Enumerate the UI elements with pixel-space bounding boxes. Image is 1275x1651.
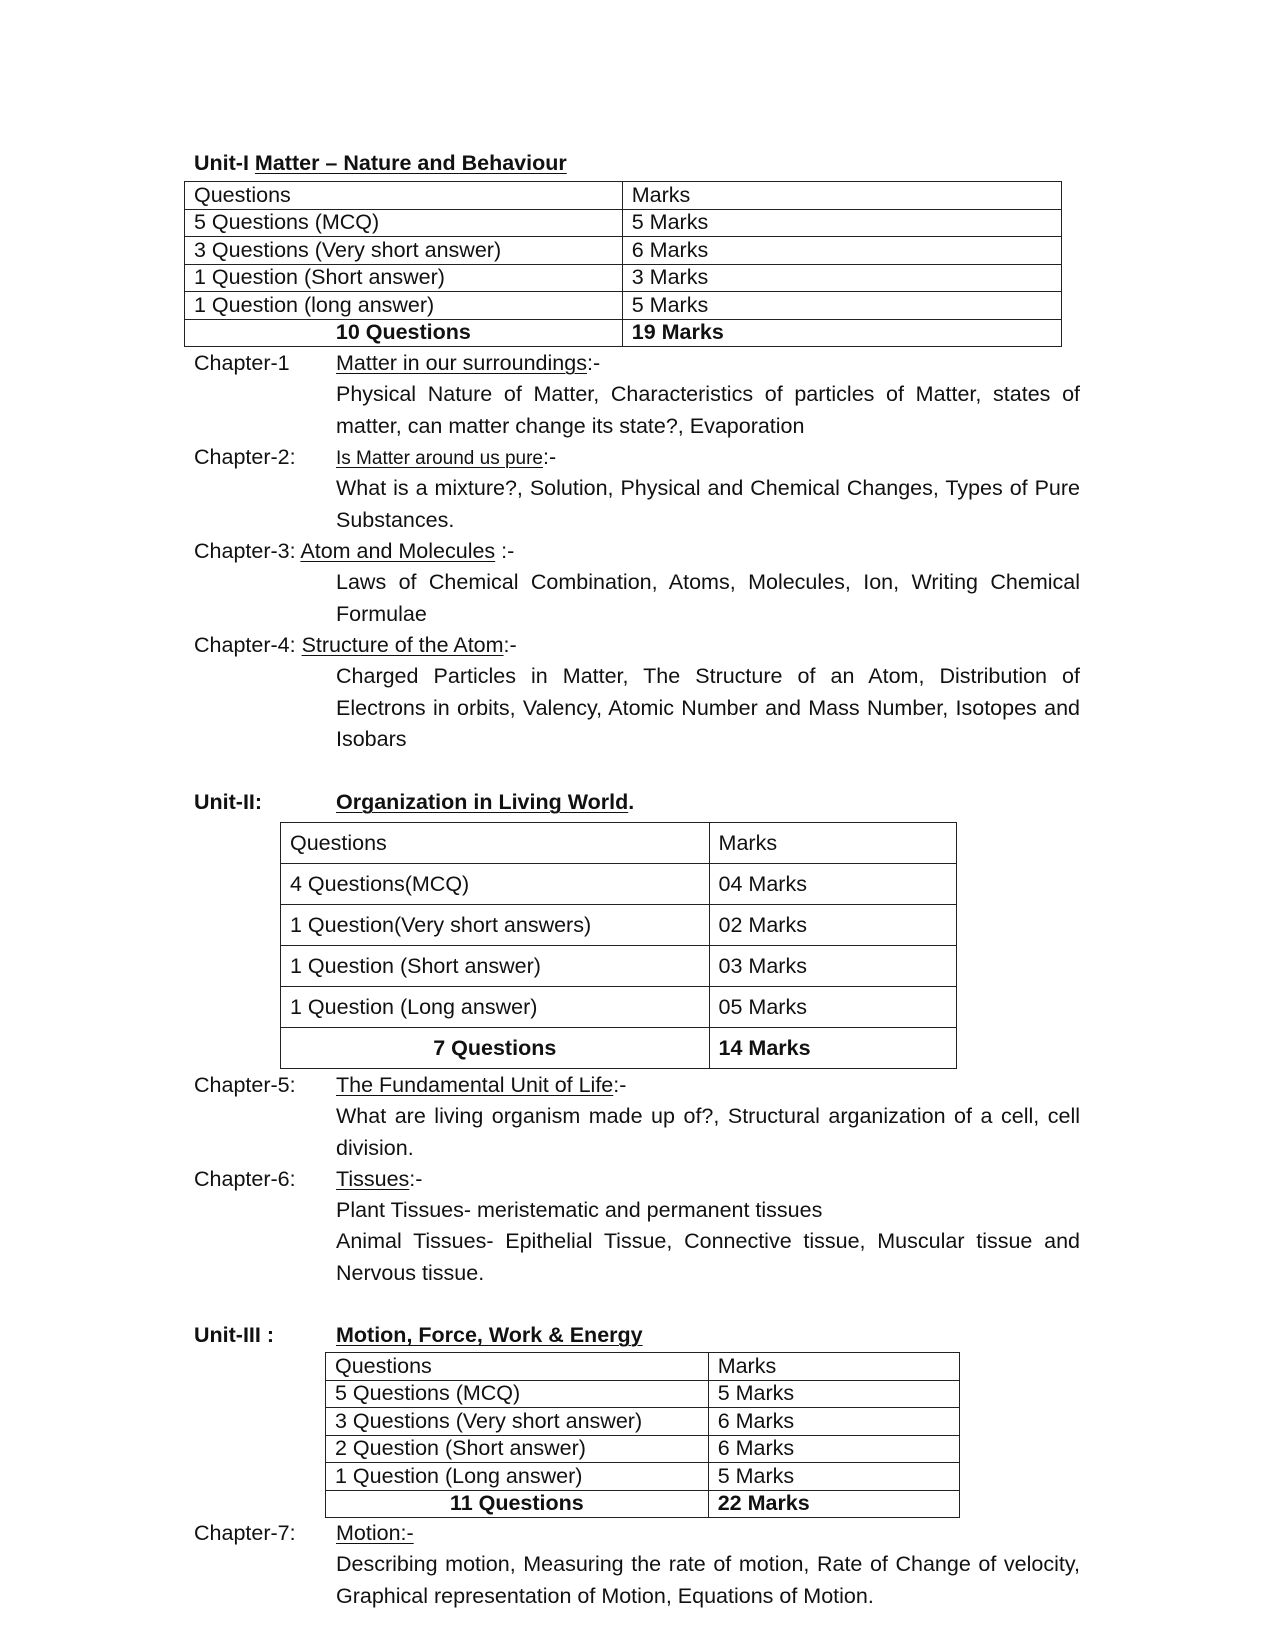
chapter6-label: Chapter-6: <box>194 1167 296 1191</box>
table-cell: 1 Question (Short answer) <box>281 946 710 987</box>
chapter2-suffix: :- <box>543 445 557 469</box>
chapter3-heading <box>194 538 514 564</box>
table-cell: 6 Marks <box>708 1408 959 1436</box>
table-row <box>185 237 1062 265</box>
unit2-label: Unit-II: <box>194 790 263 814</box>
chapter7-heading <box>336 1520 414 1546</box>
chapter5-topics: What are living organism made up of?, Structural arganization of a cell, cell division. <box>336 1104 1080 1160</box>
table-cell: 5 Questions (MCQ) <box>326 1380 709 1408</box>
table-total-cell: 10 Questions <box>185 319 623 347</box>
unit3-marks-table <box>325 1352 960 1518</box>
table-cell: 1 Question(Very short answers) <box>281 905 710 946</box>
table-cell: 3 Questions (Very short answer) <box>185 237 623 265</box>
table-header-row <box>326 1353 960 1381</box>
table-row <box>281 905 957 946</box>
chapter3-topics: Laws of Chemical Combination, Atoms, Molecules, Ion, Writing Chemical Formulae <box>336 570 1080 626</box>
unit3-label: Unit-III : <box>194 1323 275 1347</box>
unit1-heading <box>194 150 567 176</box>
chapter2-title: Is Matter around us pure <box>336 448 543 469</box>
table-total-cell: 22 Marks <box>708 1490 959 1518</box>
table-row <box>185 292 1062 320</box>
table-cell: 1 Question (Long answer) <box>326 1463 709 1491</box>
chapter4-label: Chapter-4: <box>194 633 296 657</box>
table-row <box>326 1408 960 1436</box>
unit2-title-suffix: . <box>628 790 635 814</box>
chapter5-heading <box>336 1072 626 1098</box>
table-cell: 4 Questions(MCQ) <box>281 864 710 905</box>
table-cell: 6 Marks <box>708 1435 959 1463</box>
chapter2-topics: What is a mixture?, Solution, Physical and Chemical Changes, Types of Pure Substances. <box>336 476 1080 532</box>
table-total-row <box>281 1028 957 1069</box>
chapter7-title: Motion:- <box>336 1521 414 1545</box>
table-total-cell: 7 Questions <box>281 1028 710 1069</box>
chapter7-label: Chapter-7: <box>194 1521 296 1545</box>
table-cell: 3 Marks <box>622 264 1061 292</box>
table-header-cell: Marks <box>622 182 1061 210</box>
table-header-cell: Questions <box>185 182 623 210</box>
table-header-row <box>281 823 957 864</box>
unit3-heading <box>336 1322 643 1348</box>
table-total-row <box>185 319 1062 347</box>
chapter5-title: The Fundamental Unit of Life <box>336 1073 614 1097</box>
chapter4-suffix: :- <box>503 633 517 657</box>
table-cell: 5 Questions (MCQ) <box>185 209 623 237</box>
table-cell: 04 Marks <box>709 864 956 905</box>
table-row <box>185 264 1062 292</box>
table-cell: 6 Marks <box>622 237 1061 265</box>
table-total-cell: 14 Marks <box>709 1028 956 1069</box>
table-cell: 3 Questions (Very short answer) <box>326 1408 709 1436</box>
chapter6-title: Tissues <box>336 1167 410 1191</box>
table-header-row <box>185 182 1062 210</box>
chapter2-heading <box>336 444 556 472</box>
chapter5-label: Chapter-5: <box>194 1073 296 1097</box>
table-cell: 2 Question (Short answer) <box>326 1435 709 1463</box>
table-header-cell: Questions <box>281 823 710 864</box>
table-cell: 05 Marks <box>709 987 956 1028</box>
table-cell: 5 Marks <box>622 292 1061 320</box>
table-row <box>326 1463 960 1491</box>
table-row <box>185 209 1062 237</box>
unit2-title: Organization in Living World <box>336 790 629 814</box>
unit3-title: Motion, Force, Work & Energy <box>336 1323 643 1347</box>
table-row <box>326 1380 960 1408</box>
chapter6-animal-tissues: Animal Tissues- Epithelial Tissue, Connective tissue, Muscular tissue and Nervous tissue. <box>336 1229 1080 1285</box>
table-cell: 1 Question (Long answer) <box>281 987 710 1028</box>
chapter1-title: Matter in our surroundings <box>336 351 587 375</box>
table-cell: 03 Marks <box>709 946 956 987</box>
table-total-cell: 11 Questions <box>326 1490 709 1518</box>
table-cell: 5 Marks <box>622 209 1061 237</box>
chapter3-label: Chapter-3: <box>194 539 296 563</box>
chapter6-plant-tissues: Plant Tissues- meristematic and permanent tissues <box>336 1198 823 1222</box>
unit2-marks-table <box>280 822 957 1069</box>
table-row <box>281 946 957 987</box>
unit1-label: Unit-I <box>194 151 249 175</box>
table-header-cell: Questions <box>326 1353 709 1381</box>
table-cell: 02 Marks <box>709 905 956 946</box>
chapter5-suffix: :- <box>613 1073 627 1097</box>
chapter4-heading <box>194 632 517 658</box>
table-cell: 1 Question (long answer) <box>185 292 623 320</box>
chapter4-topics: Charged Particles in Matter, The Structure of an Atom, Distribution of Electrons in orbits, Valency, Atomic Number and Mass Number, Isotopes and Isobars <box>336 664 1080 751</box>
table-cell: 1 Question (Short answer) <box>185 264 623 292</box>
chapter1-suffix: :- <box>586 351 601 375</box>
chapter6-heading <box>336 1166 422 1192</box>
table-cell: 5 Marks <box>708 1380 959 1408</box>
chapter7-topics: Describing motion, Measuring the rate of motion, Rate of Change of velocity, Graphical representation of Motion, Equations of Motion. <box>336 1552 1080 1608</box>
table-header-cell: Marks <box>709 823 956 864</box>
chapter1-topics: Physical Nature of Matter, Characteristics of particles of Matter, states of matter, can matter change its state?, Evaporation <box>336 382 1080 438</box>
table-cell: 5 Marks <box>708 1463 959 1491</box>
unit1-title: Matter – Nature and Behaviour <box>254 151 567 175</box>
chapter4-title: Structure of the Atom <box>301 633 504 657</box>
table-total-row <box>326 1490 960 1518</box>
table-row <box>281 864 957 905</box>
chapter1-label: Chapter-1 <box>194 351 290 375</box>
table-row <box>281 987 957 1028</box>
unit1-marks-table <box>184 181 1062 347</box>
table-total-cell: 19 Marks <box>622 319 1061 347</box>
chapter3-title: Atom and Molecules <box>300 539 496 563</box>
chapter2-label: Chapter-2: <box>194 445 296 469</box>
table-header-cell: Marks <box>708 1353 959 1381</box>
chapter6-suffix: :- <box>409 1167 423 1191</box>
table-row <box>326 1435 960 1463</box>
chapter1-heading <box>336 350 600 376</box>
chapter3-suffix: :- <box>495 539 515 563</box>
unit2-heading <box>336 789 634 815</box>
